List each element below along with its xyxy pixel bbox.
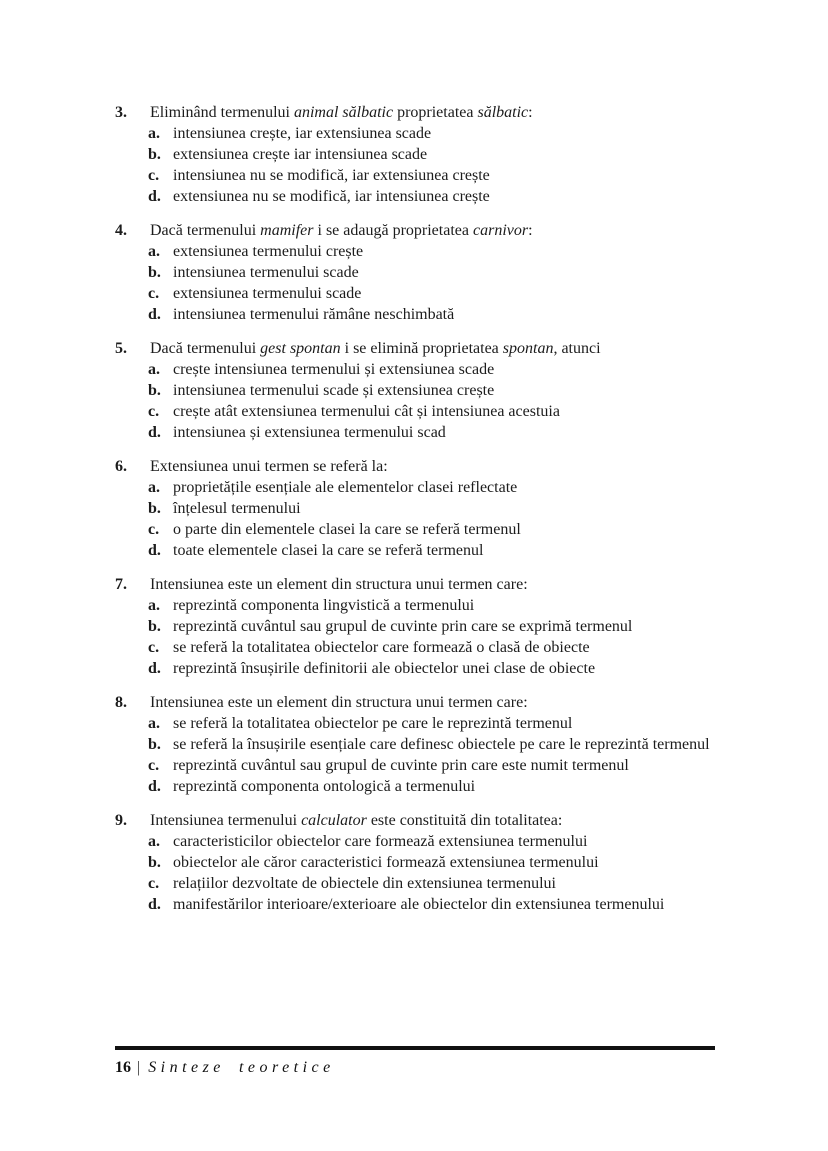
question-item xyxy=(115,810,715,915)
option-text: caracteristicilor obiectelor care formează extensiunea termenului xyxy=(173,833,588,850)
question-text xyxy=(150,102,715,123)
option-text: intensiunea și extensiunea termenului scad xyxy=(173,424,446,441)
question-text xyxy=(150,692,715,713)
option-text: se referă la însușirile esențiale care definesc obiectele pe care le reprezintă termenul xyxy=(173,736,710,753)
question-term-italic: sălbatic xyxy=(477,104,529,121)
options-list xyxy=(148,831,715,915)
option-item xyxy=(148,477,715,498)
question-text-segment: i se elimină proprietatea xyxy=(340,340,503,357)
option-item xyxy=(148,637,715,658)
option-text: intensiunea termenului scade xyxy=(173,264,359,281)
question-number: 3. xyxy=(115,104,127,121)
question-item xyxy=(115,338,715,443)
option-letter: c. xyxy=(148,875,160,892)
option-letter: d. xyxy=(148,660,161,677)
option-text: intensiunea termenului scade și extensiunea crește xyxy=(173,382,495,399)
option-item xyxy=(148,873,715,894)
question-header xyxy=(115,810,715,831)
option-text: se referă la totalitatea obiectelor care formează o clasă de obiecte xyxy=(173,639,590,656)
question-text-segment: : xyxy=(528,222,533,239)
question-number: 4. xyxy=(115,222,127,239)
option-text: intensiunea nu se modifică, iar extensiunea crește xyxy=(173,167,490,184)
question-text xyxy=(150,456,715,477)
question-text-segment: Dacă termenului xyxy=(150,222,261,239)
option-text: extensiunea termenului crește xyxy=(173,243,364,260)
option-letter: b. xyxy=(148,500,161,517)
options-list xyxy=(148,123,715,207)
option-text: reprezintă cuvântul sau grupul de cuvinte prin care se exprimă termenul xyxy=(173,618,633,635)
option-letter: d. xyxy=(148,424,161,441)
option-item xyxy=(148,616,715,637)
question-item xyxy=(115,574,715,679)
option-text: crește intensiunea termenului și extensiunea scade xyxy=(173,361,495,378)
option-item xyxy=(148,283,715,304)
question-text xyxy=(150,574,715,595)
option-letter: c. xyxy=(148,167,160,184)
option-item xyxy=(148,776,715,797)
option-text: intensiunea termenului rămâne neschimbată xyxy=(173,306,455,323)
option-item xyxy=(148,165,715,186)
option-letter: c. xyxy=(148,757,160,774)
option-letter: a. xyxy=(148,479,160,496)
options-list xyxy=(148,595,715,679)
option-item xyxy=(148,852,715,873)
question-text-segment: Intensiunea este un element din structura unui termen care: xyxy=(150,576,528,593)
question-term-italic: mamifer xyxy=(260,222,314,239)
question-number: 7. xyxy=(115,576,127,593)
option-text: reprezintă componenta lingvistică a termenului xyxy=(173,597,475,614)
question-text-segment: este constituită din totalitatea: xyxy=(366,812,563,829)
option-letter: a. xyxy=(148,833,160,850)
option-item xyxy=(148,186,715,207)
option-item xyxy=(148,401,715,422)
question-term-italic: gest spontan xyxy=(260,340,341,357)
option-item xyxy=(148,519,715,540)
question-text-segment: i se adaugă proprietatea xyxy=(313,222,473,239)
question-text-segment: , atunci xyxy=(553,340,601,357)
question-text-segment: Intensiunea termenului xyxy=(150,812,302,829)
option-item xyxy=(148,595,715,616)
question-term-italic: calculator xyxy=(301,812,367,829)
option-letter: a. xyxy=(148,361,160,378)
option-item xyxy=(148,755,715,776)
question-term-italic: carnivor xyxy=(472,222,529,239)
option-letter: b. xyxy=(148,618,161,635)
question-number: 6. xyxy=(115,458,127,475)
question-item xyxy=(115,102,715,207)
option-item xyxy=(148,894,715,915)
option-text: relațiilor dezvoltate de obiectele din extensiunea termenului xyxy=(173,875,556,892)
question-header xyxy=(115,102,715,123)
option-letter: b. xyxy=(148,146,161,163)
option-text: reprezintă cuvântul sau grupul de cuvinte prin care este numit termenul xyxy=(173,757,629,774)
footer-rule xyxy=(115,1046,715,1050)
page-number: 16 xyxy=(115,1059,131,1076)
question-term-italic: animal sălbatic xyxy=(293,104,394,121)
option-item xyxy=(148,658,715,679)
option-text: o parte din elementele clasei la care se referă termenul xyxy=(173,521,521,538)
option-item xyxy=(148,422,715,443)
option-item xyxy=(148,713,715,734)
option-letter: a. xyxy=(148,597,160,614)
question-text-segment: Extensiunea unui termen se referă la: xyxy=(150,458,388,475)
option-letter: a. xyxy=(148,243,160,260)
option-letter: c. xyxy=(148,285,160,302)
option-letter: c. xyxy=(148,403,160,420)
question-term-italic: spontan xyxy=(502,340,554,357)
option-text: reprezintă componenta ontologică a termenului xyxy=(173,778,476,795)
question-header xyxy=(115,692,715,713)
option-item xyxy=(148,144,715,165)
option-text: intensiunea crește, iar extensiunea scade xyxy=(173,125,432,142)
question-text xyxy=(150,220,715,241)
footer-section-title: Sinteze teoretice xyxy=(148,1059,335,1076)
questions-list xyxy=(115,102,715,928)
option-text: obiectelor ale căror caracteristici formează extensiunea termenului xyxy=(173,854,599,871)
option-letter: c. xyxy=(148,639,160,656)
option-letter: a. xyxy=(148,125,160,142)
option-letter: b. xyxy=(148,736,161,753)
option-letter: a. xyxy=(148,715,160,732)
option-letter: b. xyxy=(148,382,161,399)
question-text xyxy=(150,338,715,359)
question-text-segment: Eliminând termenului xyxy=(150,104,294,121)
option-text: extensiunea termenului scade xyxy=(173,285,362,302)
option-item xyxy=(148,262,715,283)
option-letter: d. xyxy=(148,542,161,559)
option-text: extensiunea crește iar intensiunea scade xyxy=(173,146,428,163)
option-item xyxy=(148,123,715,144)
option-item xyxy=(148,831,715,852)
question-number: 5. xyxy=(115,340,127,357)
options-list xyxy=(148,477,715,561)
options-list xyxy=(148,241,715,325)
question-text-segment: proprietatea xyxy=(393,104,478,121)
option-letter: b. xyxy=(148,854,161,871)
option-text: reprezintă însușirile definitorii ale obiectelor unei clase de obiecte xyxy=(173,660,596,677)
option-text: crește atât extensiunea termenului cât și intensiunea acestuia xyxy=(173,403,560,420)
question-text xyxy=(150,810,715,831)
question-header xyxy=(115,574,715,595)
question-number: 8. xyxy=(115,694,127,711)
question-header xyxy=(115,338,715,359)
option-text: manifestărilor interioare/exterioare ale obiectelor din extensiunea termenului xyxy=(173,896,665,913)
question-number: 9. xyxy=(115,812,127,829)
question-item xyxy=(115,456,715,561)
option-letter: b. xyxy=(148,264,161,281)
question-header xyxy=(115,220,715,241)
option-text: proprietățile esențiale ale elementelor clasei reflectate xyxy=(173,479,518,496)
option-text: extensiunea nu se modifică, iar intensiunea crește xyxy=(173,188,490,205)
option-letter: d. xyxy=(148,778,161,795)
question-item xyxy=(115,220,715,325)
option-item xyxy=(148,734,715,755)
footer-text xyxy=(115,1058,715,1078)
options-list xyxy=(148,713,715,797)
option-item xyxy=(148,241,715,262)
option-item xyxy=(148,498,715,519)
question-text-segment: Dacă termenului xyxy=(150,340,261,357)
option-letter: d. xyxy=(148,896,161,913)
option-item xyxy=(148,540,715,561)
option-letter: d. xyxy=(148,188,161,205)
option-item xyxy=(148,380,715,401)
option-item xyxy=(148,359,715,380)
option-letter: c. xyxy=(148,521,160,538)
footer-separator: | xyxy=(137,1059,141,1076)
question-header xyxy=(115,456,715,477)
options-list xyxy=(148,359,715,443)
option-text: înțelesul termenului xyxy=(173,500,301,517)
option-text: se referă la totalitatea obiectelor pe care le reprezintă termenul xyxy=(173,715,573,732)
option-letter: d. xyxy=(148,306,161,323)
option-text: toate elementele clasei la care se referă termenul xyxy=(173,542,484,559)
question-text-segment: Intensiunea este un element din structura unui termen care: xyxy=(150,694,528,711)
option-item xyxy=(148,304,715,325)
question-item xyxy=(115,692,715,797)
page-footer xyxy=(115,1046,715,1078)
question-text-segment: : xyxy=(528,104,533,121)
